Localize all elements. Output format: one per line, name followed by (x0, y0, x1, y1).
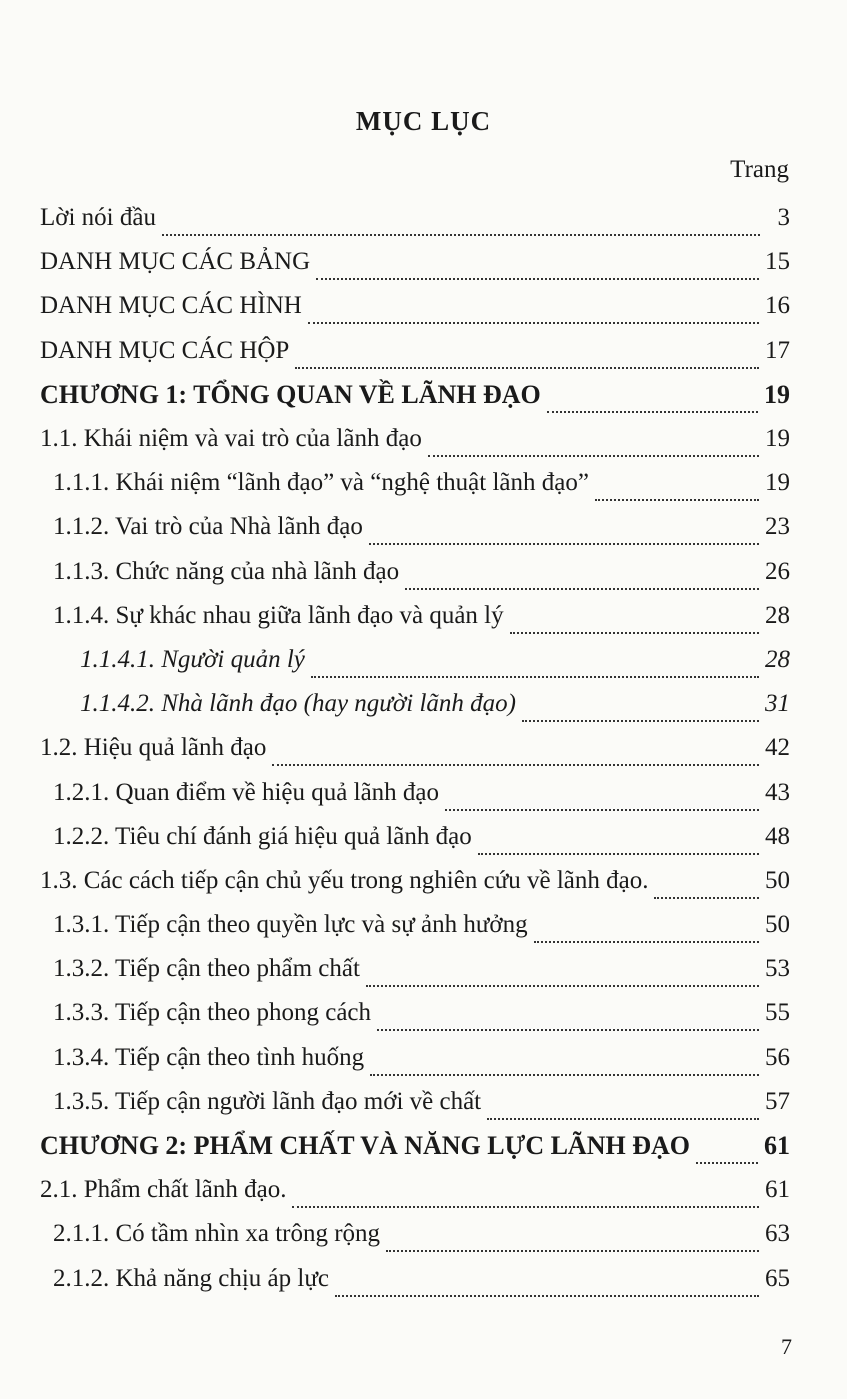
toc-entry-page: 55 (765, 999, 790, 1027)
toc-entry-page: 26 (765, 557, 790, 585)
toc-entry-label: 1.3.4. Tiếp cận theo tình huống (53, 1043, 365, 1071)
toc-entry-label: DANH MỤC CÁC HỘP (40, 336, 290, 364)
page-number: 7 (781, 1334, 792, 1359)
dot-leader (522, 696, 759, 722)
dot-leader (308, 298, 759, 324)
table-of-contents (40, 196, 790, 1301)
dot-leader (654, 873, 759, 899)
toc-entry-page: 53 (765, 955, 790, 983)
toc-entry-label: 1.1.4. Sự khác nhau giữa lãnh đạo và quản lý (53, 601, 504, 629)
toc-entry-page: 42 (765, 734, 790, 762)
toc-entry (40, 1168, 790, 1212)
dot-leader (366, 961, 759, 987)
toc-entry-label: 1.3. Các cách tiếp cận chủ yếu trong nghiên cứu về lãnh đạo. (40, 866, 649, 894)
toc-entry-label: 2.1.1. Có tầm nhìn xa trông rộng (53, 1220, 381, 1248)
toc-entry (40, 815, 790, 859)
toc-entry-page: 19 (764, 379, 790, 409)
toc-entry-page: 19 (765, 425, 790, 453)
toc-entry (40, 991, 790, 1035)
toc-entry (40, 682, 790, 726)
dot-leader (377, 1005, 759, 1031)
dot-leader (370, 1050, 759, 1076)
toc-entry-label: 1.3.5. Tiếp cận người lãnh đạo mới về chất (53, 1087, 482, 1115)
dot-leader (696, 1138, 758, 1164)
dot-leader (292, 1182, 759, 1208)
toc-entry (40, 550, 790, 594)
toc-entry (40, 947, 790, 991)
toc-entry (40, 284, 790, 328)
toc-entry-page: 61 (765, 1176, 790, 1204)
toc-entry (40, 1080, 790, 1124)
toc-entry-label: 1.1.2. Vai trò của Nhà lãnh đạo (53, 513, 363, 541)
toc-entry (40, 1036, 790, 1080)
toc-entry-page: 43 (765, 778, 790, 806)
toc-entry (40, 505, 790, 549)
toc-entry-label: DANH MỤC CÁC HÌNH (40, 292, 302, 320)
toc-entry (40, 770, 790, 814)
toc-entry (40, 329, 790, 373)
toc-entry-page: 23 (765, 513, 790, 541)
toc-entry-label: 2.1. Phẩm chất lãnh đạo. (40, 1176, 287, 1204)
dot-leader (295, 343, 759, 369)
toc-entry-label: 1.1.3. Chức năng của nhà lãnh đạo (53, 557, 400, 585)
toc-entry-page: 17 (765, 336, 790, 364)
dot-leader (405, 564, 759, 590)
toc-entry-page: 3 (777, 204, 790, 232)
toc-entry-label: Lời nói đầu (40, 204, 156, 232)
toc-entry-page: 56 (765, 1043, 790, 1071)
toc-entry-label: 1.1. Khái niệm và vai trò của lãnh đạo (40, 425, 422, 453)
toc-entry (40, 594, 790, 638)
toc-entry-label: CHƯƠNG 2: PHẨM CHẤT VÀ NĂNG LỰC LÃNH ĐẠO (40, 1131, 690, 1161)
toc-entry-label: 1.2.2. Tiêu chí đánh giá hiệu quả lãnh đạo (53, 822, 472, 850)
toc-entry-label: 1.2. Hiệu quả lãnh đạo (40, 734, 267, 762)
toc-entry (40, 859, 790, 903)
toc-entry (40, 373, 790, 417)
toc-entry-page: 19 (765, 469, 790, 497)
page-column-header: Trang (730, 156, 789, 183)
toc-entry (40, 1124, 790, 1168)
dot-leader (162, 210, 760, 236)
toc-entry-page: 48 (765, 822, 790, 850)
toc-entry (40, 1212, 790, 1256)
toc-entry-page: 65 (765, 1264, 790, 1292)
toc-entry (40, 240, 790, 284)
toc-entry-page: 16 (765, 292, 790, 320)
dot-leader (316, 254, 759, 280)
toc-entry-page: 50 (765, 911, 790, 939)
toc-entry-page: 31 (765, 690, 790, 718)
toc-entry-label: 2.1.2. Khả năng chịu áp lực (53, 1264, 329, 1292)
toc-entry (40, 638, 790, 682)
dot-leader (510, 608, 759, 634)
toc-entry-label: 1.3.3. Tiếp cận theo phong cách (53, 999, 372, 1027)
toc-entry (40, 417, 790, 461)
toc-entry-page: 28 (765, 601, 790, 629)
dot-leader (547, 387, 758, 413)
toc-entry (40, 196, 790, 240)
toc-entry (40, 1257, 790, 1301)
dot-leader (311, 652, 759, 678)
toc-entry-label: 1.3.2. Tiếp cận theo phẩm chất (53, 955, 360, 983)
dot-leader (534, 917, 759, 943)
dot-leader (445, 785, 759, 811)
toc-entry-label: 1.2.1. Quan điểm về hiệu quả lãnh đạo (53, 778, 440, 806)
dot-leader (595, 475, 759, 501)
toc-entry-page: 61 (764, 1131, 790, 1161)
toc-entry (40, 726, 790, 770)
toc-entry-page: 15 (765, 248, 790, 276)
toc-entry (40, 903, 790, 947)
toc-entry-page: 28 (765, 645, 790, 673)
toc-entry-label: 1.3.1. Tiếp cận theo quyền lực và sự ảnh hưởng (53, 911, 528, 939)
toc-entry-page: 50 (765, 866, 790, 894)
dot-leader (478, 829, 759, 855)
page-title: MỤC LỤC (355, 106, 492, 136)
dot-leader (335, 1271, 759, 1297)
toc-entry (40, 461, 790, 505)
dot-leader (369, 519, 759, 545)
dot-leader (428, 431, 759, 457)
toc-entry-label: 1.1.4.2. Nhà lãnh đạo (hay người lãnh đạo) (80, 690, 516, 718)
toc-entry-label: 1.1.4.1. Người quản lý (80, 645, 305, 673)
toc-entry-page: 57 (765, 1087, 790, 1115)
toc-entry-label: CHƯƠNG 1: TỔNG QUAN VỀ LÃNH ĐẠO (40, 379, 541, 409)
dot-leader (386, 1226, 759, 1252)
dot-leader (487, 1094, 759, 1120)
toc-entry-label: 1.1.1. Khái niệm “lãnh đạo” và “nghệ thuật lãnh đạo” (53, 469, 589, 497)
toc-entry-label: DANH MỤC CÁC BẢNG (40, 248, 311, 276)
toc-entry-page: 63 (765, 1220, 790, 1248)
dot-leader (272, 740, 759, 766)
